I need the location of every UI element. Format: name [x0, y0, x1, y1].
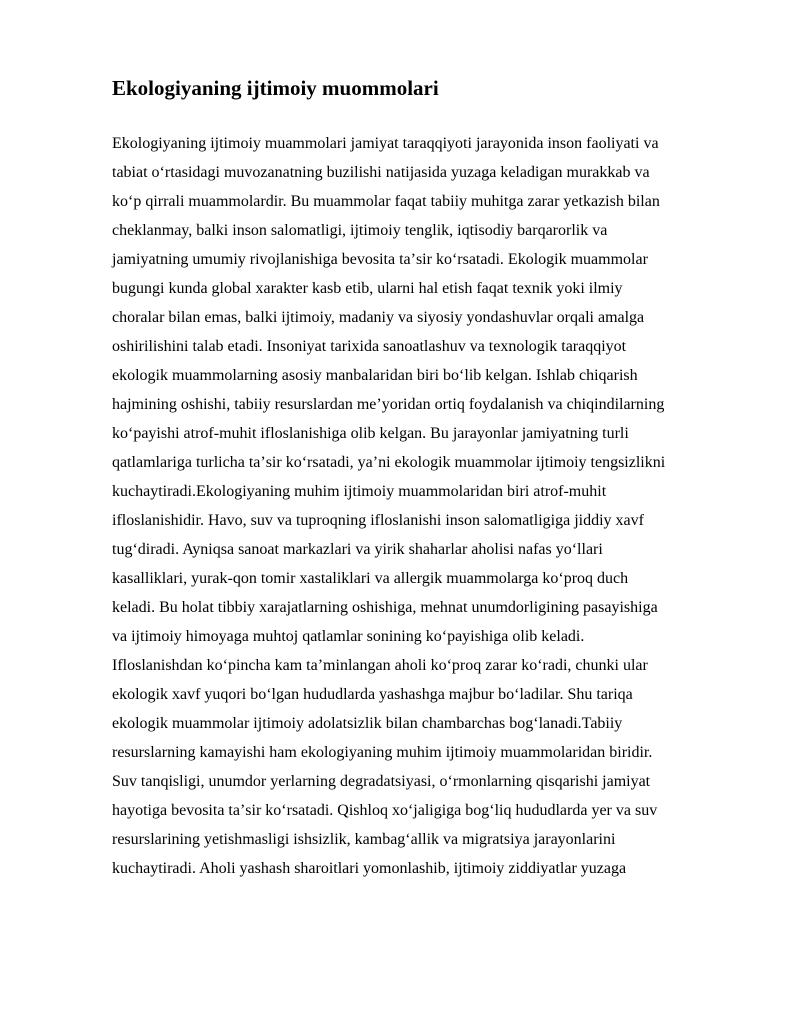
paragraph-line: choralar bilan emas, balki ijtimoiy, madaniy va siyosiy yondashuvlar orqali amalga — [112, 309, 645, 326]
paragraph-line: Suv tanqisligi, unumdor yerlarning degradatsiyasi, oʻrmonlarning qisqarishi jamiyat — [112, 773, 651, 790]
paragraph-line: ekologik xavf yuqori boʻlgan hududlarda yashashga majbur boʻladilar. Shu tariqa — [112, 686, 633, 703]
document-title: Ekologiyaning ijtimoiy muommolari — [112, 76, 439, 100]
paragraph-line: tugʻdiradi. Ayniqsa sanoat markazlari va yirik shaharlar aholisi nafas yoʻllari — [112, 541, 603, 558]
paragraph-line: hajmining oshishi, tabiiy resurslardan meʼyoridan ortiq foydalanish va chiqindilarning — [112, 396, 665, 413]
paragraph-line: ekologik muammolarning asosiy manbalaridan biri boʻlib kelgan. Ishlab chiqarish — [112, 367, 638, 384]
paragraph-line: koʻpayishi atrof-muhit ifloslanishiga olib kelgan. Bu jarayonlar jamiyatning turli — [112, 425, 629, 442]
paragraph-line: ifloslanishidir. Havo, suv va tuproqning ifloslanishi inson salomatligiga jiddiy xavf — [112, 512, 644, 529]
document-body — [112, 129, 772, 883]
paragraph-line: resurslarning kamayishi ham ekologiyaning muhim ijtimoiy muammolaridan biridir. — [112, 744, 653, 761]
paragraph-line: kuchaytiradi.Ekologiyaning muhim ijtimoiy muammolaridan biri atrof-muhit — [112, 483, 607, 500]
paragraph-line: jamiyatning umumiy rivojlanishiga bevosita taʼsir koʻrsatadi. Ekologik muammolar — [112, 251, 648, 268]
paragraph-line: hayotiga bevosita taʼsir koʻrsatadi. Qishloq xoʻjaligiga bogʻliq hududlarda yer va suv — [112, 802, 658, 819]
paragraph-line: koʻp qirrali muammolardir. Bu muammolar faqat tabiiy muhitga zarar yetkazish bilan — [112, 193, 660, 210]
paragraph-line: Ekologiyaning ijtimoiy muammolari jamiyat taraqqiyoti jarayonida inson faoliyati va — [112, 135, 659, 152]
paragraph-line: cheklanmay, balki inson salomatligi, ijtimoiy tenglik, iqtisodiy barqarorlik va — [112, 222, 608, 239]
paragraph-line: bugungi kunda global xarakter kasb etib, ularni hal etish faqat texnik yoki ilmiy — [112, 280, 623, 297]
paragraph-line: Ifloslanishdan koʻpincha kam taʼminlangan aholi koʻproq zarar koʻradi, chunki ular — [112, 657, 648, 674]
paragraph-line: va ijtimoiy himoyaga muhtoj qatlamlar sonining koʻpayishiga olib keladi. — [112, 628, 585, 645]
paragraph-line: kasalliklari, yurak-qon tomir xastaliklari va allergik muammolarga koʻproq duch — [112, 570, 629, 587]
paragraph-line: ekologik muammolar ijtimoiy adolatsizlik bilan chambarchas bogʻlanadi.Tabiiy — [112, 715, 623, 732]
paragraph-line: keladi. Bu holat tibbiy xarajatlarning oshishiga, mehnat unumdorligining pasayishiga — [112, 599, 658, 616]
paragraph-line: qatlamlariga turlicha taʼsir koʻrsatadi, yaʼni ekologik muammolar ijtimoiy tengsizlikni — [112, 454, 666, 471]
paragraph-line: oshirilishini talab etadi. Insoniyat tarixida sanoatlashuv va texnologik taraqqiyot — [112, 338, 627, 355]
paragraph-line: tabiat oʻrtasidagi muvozanatning buzilishi natijasida yuzaga keladigan murakkab va — [112, 164, 650, 181]
paragraph-line: kuchaytiradi. Aholi yashash sharoitlari yomonlashib, ijtimoiy ziddiyatlar yuzaga — [112, 860, 627, 877]
paragraph-line: resurslarining yetishmasligi ishsizlik, kambagʻallik va migratsiya jarayonlarini — [112, 831, 616, 848]
